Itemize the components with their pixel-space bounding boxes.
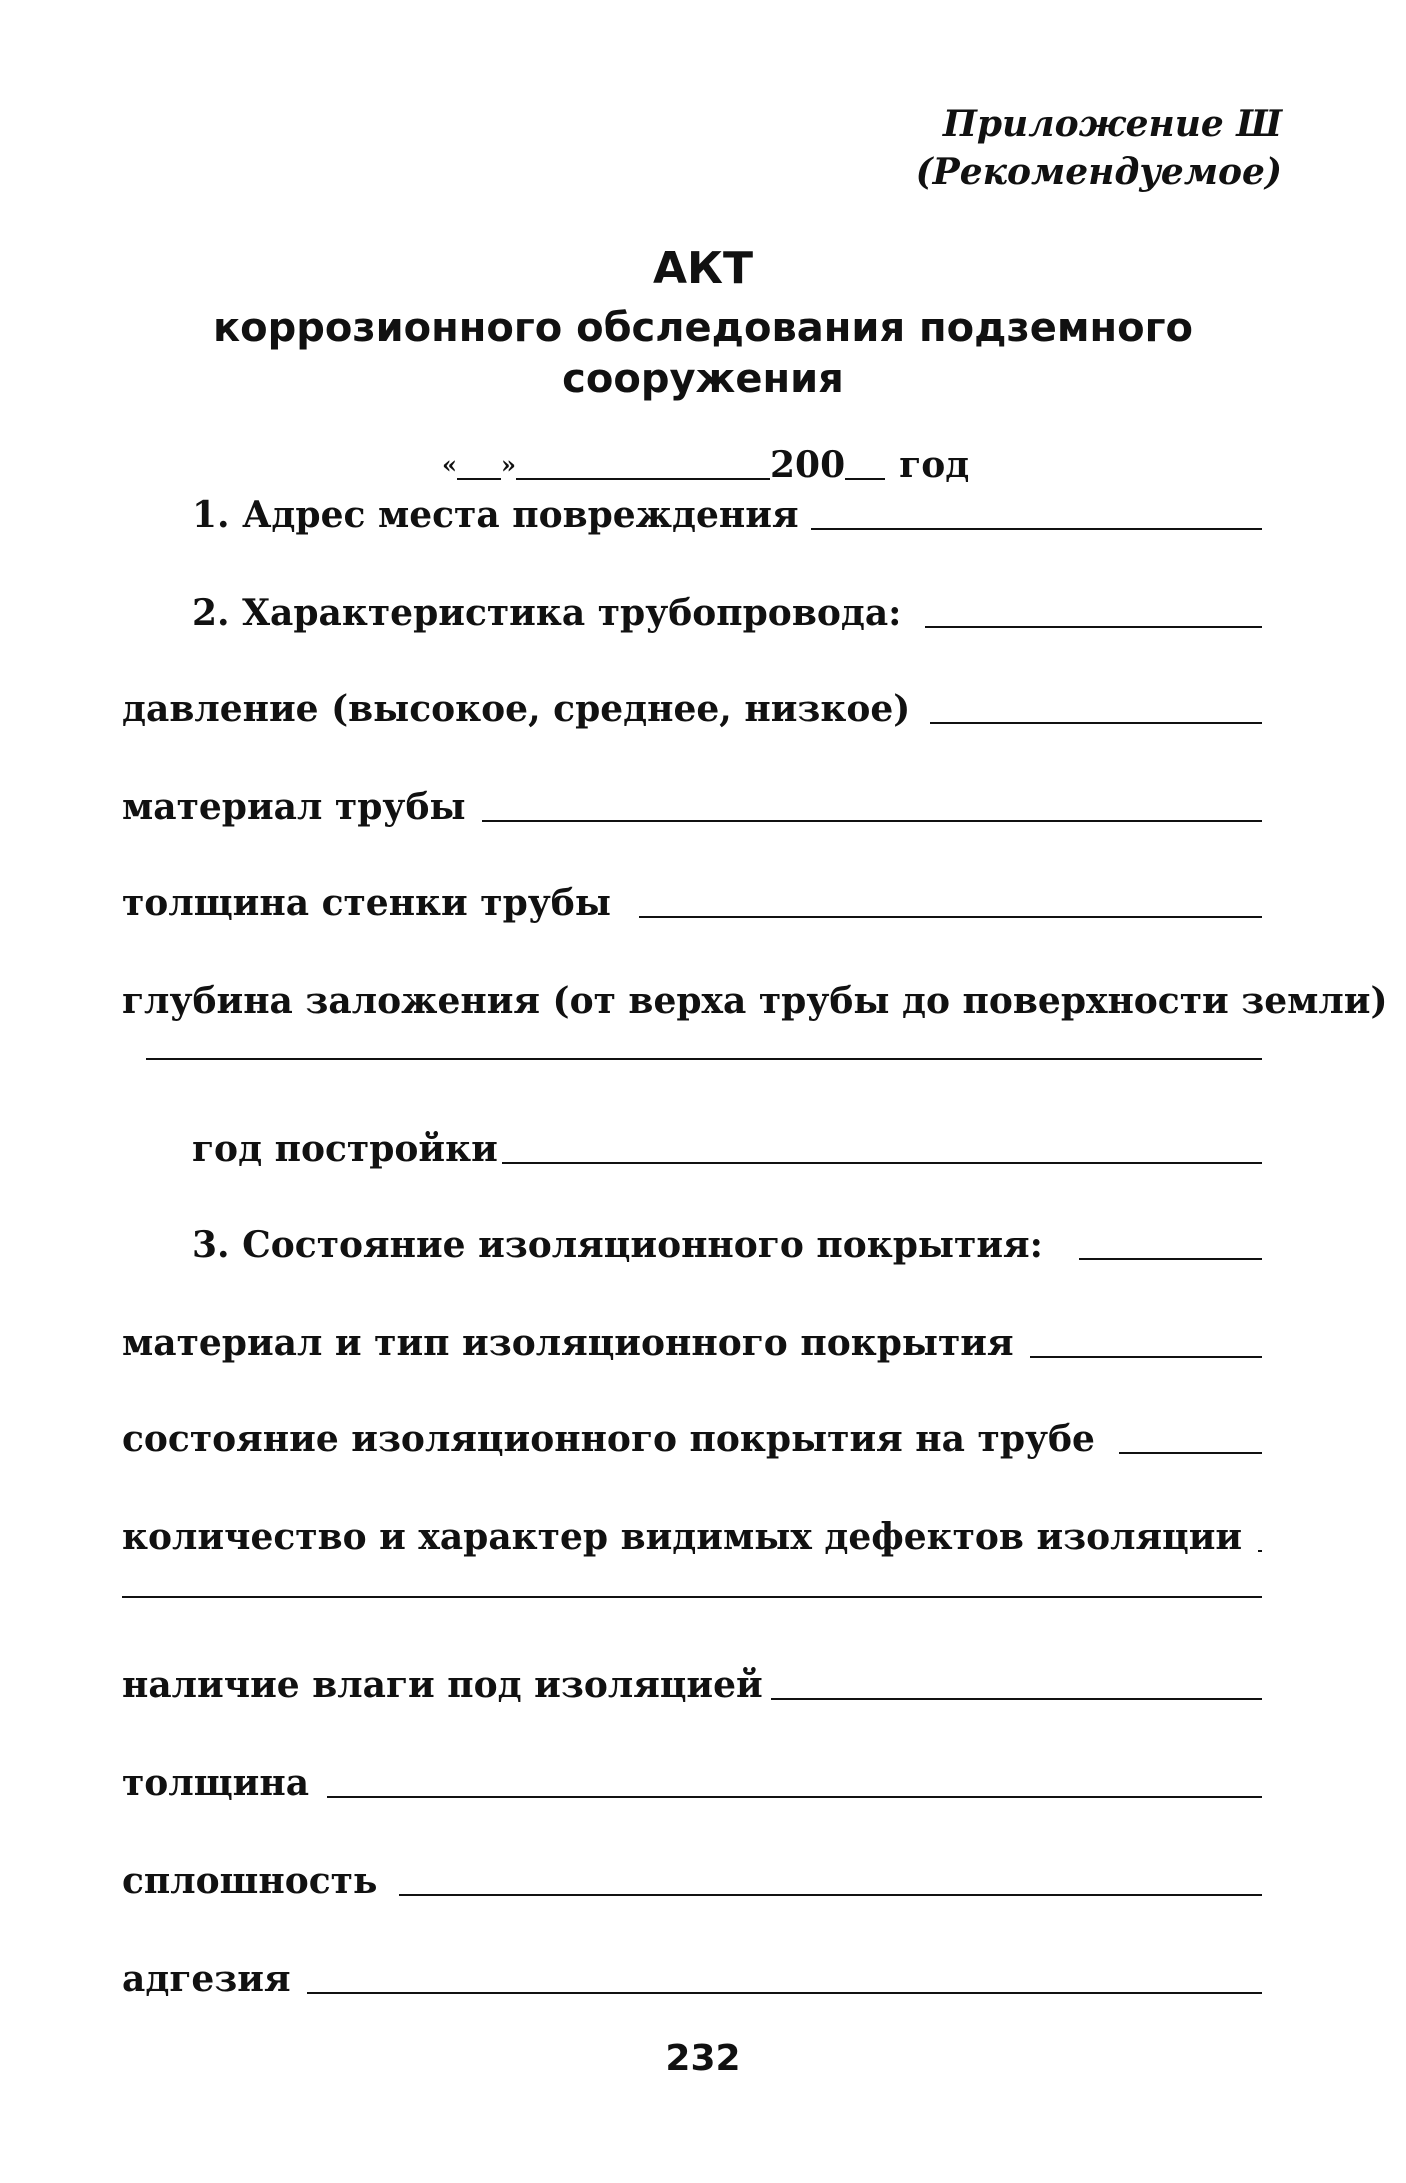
- defects-blank-continued[interactable]: [122, 1596, 1262, 1598]
- document-subtitle-line2: сооружения: [562, 356, 844, 402]
- adhesion-blank[interactable]: [307, 1992, 1262, 1994]
- address-label: 1. Адрес места повреждения: [192, 494, 799, 536]
- coating-thickness-field[interactable]: [122, 1754, 1262, 1804]
- depth-label: глубина заложения (от верха трубы до поверхности земли): [122, 980, 1388, 1022]
- close-quote: »: [501, 450, 516, 479]
- continuity-blank[interactable]: [399, 1894, 1262, 1896]
- moisture-field[interactable]: [122, 1656, 1262, 1706]
- appendix-label: Приложение Ш: [942, 103, 1282, 145]
- coating-type-blank[interactable]: [1030, 1356, 1262, 1358]
- coating-on-pipe-label: состояние изоляционного покрытия на трубе: [122, 1418, 1095, 1460]
- day-blank[interactable]: [457, 478, 501, 480]
- depth-field: [122, 972, 1388, 1022]
- coating-type-field[interactable]: [122, 1314, 1262, 1364]
- moisture-blank[interactable]: [771, 1698, 1262, 1700]
- coating-type-label: материал и тип изоляционного покрытия: [122, 1322, 1014, 1364]
- coating-thickness-label: толщина: [122, 1762, 310, 1804]
- construction-year-label: год постройки: [192, 1128, 498, 1170]
- coating-state-field[interactable]: [192, 1216, 1262, 1266]
- adhesion-label: адгезия: [122, 1958, 291, 2000]
- page-number: 232: [665, 2038, 741, 2079]
- appendix-status: (Рекомендуемое): [915, 151, 1282, 193]
- coating-state-blank[interactable]: [1079, 1258, 1262, 1260]
- construction-year-field[interactable]: [192, 1120, 1262, 1170]
- coating-on-pipe-field[interactable]: [122, 1410, 1262, 1460]
- defects-blank[interactable]: [1258, 1550, 1262, 1552]
- defects-field[interactable]: [122, 1508, 1262, 1558]
- coating-on-pipe-blank[interactable]: [1119, 1452, 1262, 1454]
- year-blank[interactable]: [845, 478, 885, 480]
- document-title: АКТ: [652, 243, 754, 294]
- wall-thickness-label: толщина стенки трубы: [122, 882, 611, 924]
- pressure-label: давление (высокое, среднее, низкое): [122, 688, 911, 730]
- moisture-label: наличие влаги под изоляцией: [122, 1664, 763, 1706]
- month-blank[interactable]: [516, 478, 770, 480]
- open-quote: «: [442, 450, 457, 479]
- wall-thickness-field[interactable]: [122, 874, 1262, 924]
- construction-year-blank[interactable]: [502, 1162, 1262, 1164]
- date-field[interactable]: [442, 436, 969, 486]
- material-label: материал трубы: [122, 786, 466, 828]
- continuity-label: сплошность: [122, 1860, 378, 1902]
- year-word: год: [899, 444, 970, 486]
- pipeline-label: 2. Характеристика трубопровода:: [192, 592, 902, 634]
- wall-thickness-blank[interactable]: [639, 916, 1262, 918]
- year-prefix: 200: [770, 444, 846, 486]
- coating-thickness-blank[interactable]: [327, 1796, 1262, 1798]
- material-blank[interactable]: [482, 820, 1262, 822]
- pipeline-field[interactable]: [192, 584, 1262, 634]
- coating-state-label: 3. Состояние изоляционного покрытия:: [192, 1224, 1043, 1266]
- address-field[interactable]: [192, 486, 1262, 536]
- material-field[interactable]: [122, 778, 1262, 828]
- depth-blank[interactable]: [146, 1058, 1262, 1060]
- continuity-field[interactable]: [122, 1852, 1262, 1902]
- address-blank[interactable]: [811, 528, 1262, 530]
- pressure-field[interactable]: [122, 680, 1262, 730]
- adhesion-field[interactable]: [122, 1950, 1262, 2000]
- defects-label: количество и характер видимых дефектов изоляции: [122, 1516, 1243, 1558]
- pressure-blank[interactable]: [930, 722, 1262, 724]
- document-subtitle-line1: коррозионного обследования подземного: [212, 305, 1194, 351]
- pipeline-blank[interactable]: [925, 626, 1262, 628]
